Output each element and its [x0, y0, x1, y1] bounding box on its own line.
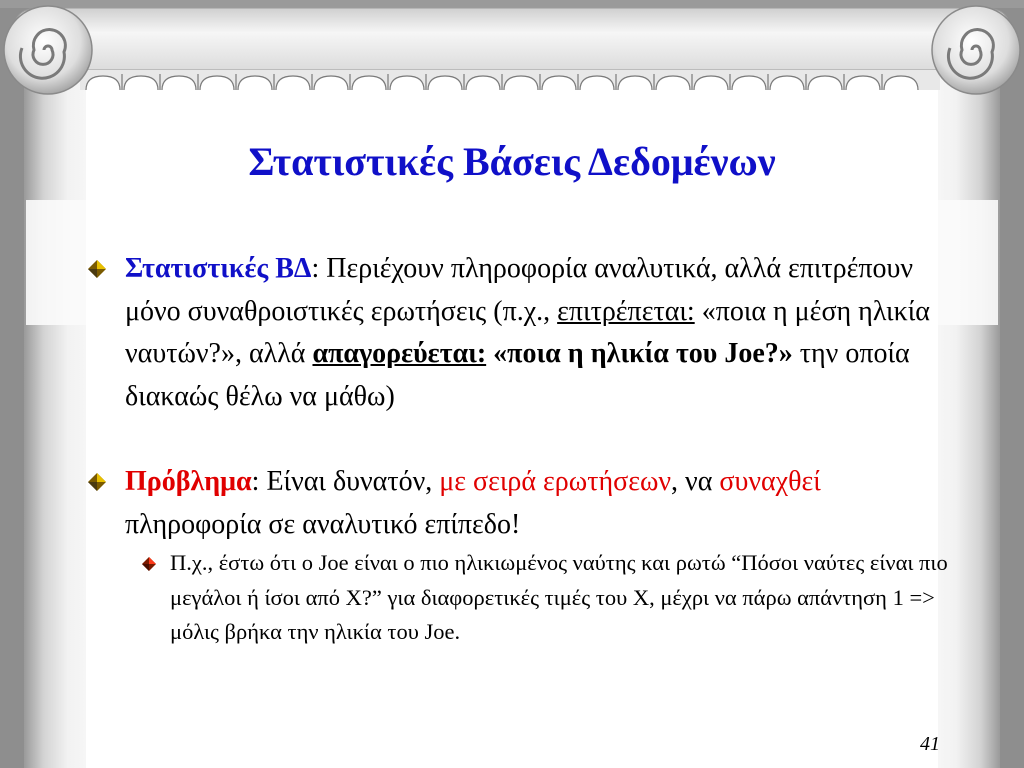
bullet-2-part: με σειρά ερωτήσεων: [439, 466, 672, 497]
sub-bullet-example: Π.χ., έστω ότι ο Joe είναι ο πιο ηλικιωμένος ναύτης και ρωτώ “Πόσοι ναύτες είναι πιο μεγάλοι ή ίσοι από Χ?” για διαφορετικές τιμές του Χ, μέχρι να πάρω απάντηση 1 => μόλις βρήκα την ηλικία του Joe.: [170, 550, 948, 644]
bullet-1-part: : Περιέχουν πληροφορία αναλυτικά, αλλά επιτρέπουν μόνο συναθροιστικές ερωτήσεις (π.χ.,: [125, 253, 914, 327]
bullet-2-part: συναχθεί: [719, 466, 821, 497]
bullet-1-part: «ποια η ηλικία του Joe?»: [486, 338, 793, 369]
bullet-2-part: Πρόβλημα: [125, 466, 252, 497]
small-diamond-bullet-icon: [141, 556, 157, 572]
bullet-problem: [125, 461, 945, 546]
bullet-1-part: την οποία διακαώς θέλω να μάθω): [125, 338, 910, 412]
diamond-bullet-icon: [86, 471, 108, 493]
bullet-2-part: πληροφορία σε αναλυτικό επίπεδο!: [125, 508, 521, 540]
bullet-1-part: «ποια η μέση ηλικία ναυτών?», αλλά: [125, 295, 930, 369]
slide-title: Στατιστικές Βάσεις Δεδομένων: [248, 139, 776, 184]
bullet-1-part: Στατιστικές ΒΔ: [125, 253, 312, 284]
bullet-statistical-db: [125, 248, 945, 418]
bullet-2-part: : Είναι δυνατόν,: [251, 466, 440, 497]
bullet-1-part: απαγορεύεται:: [312, 338, 487, 369]
page-number: 41: [920, 733, 940, 755]
diamond-bullet-icon: [86, 258, 108, 280]
bullet-2-part: , να: [671, 466, 720, 497]
bullet-1-part: επιτρέπεται:: [557, 295, 695, 327]
